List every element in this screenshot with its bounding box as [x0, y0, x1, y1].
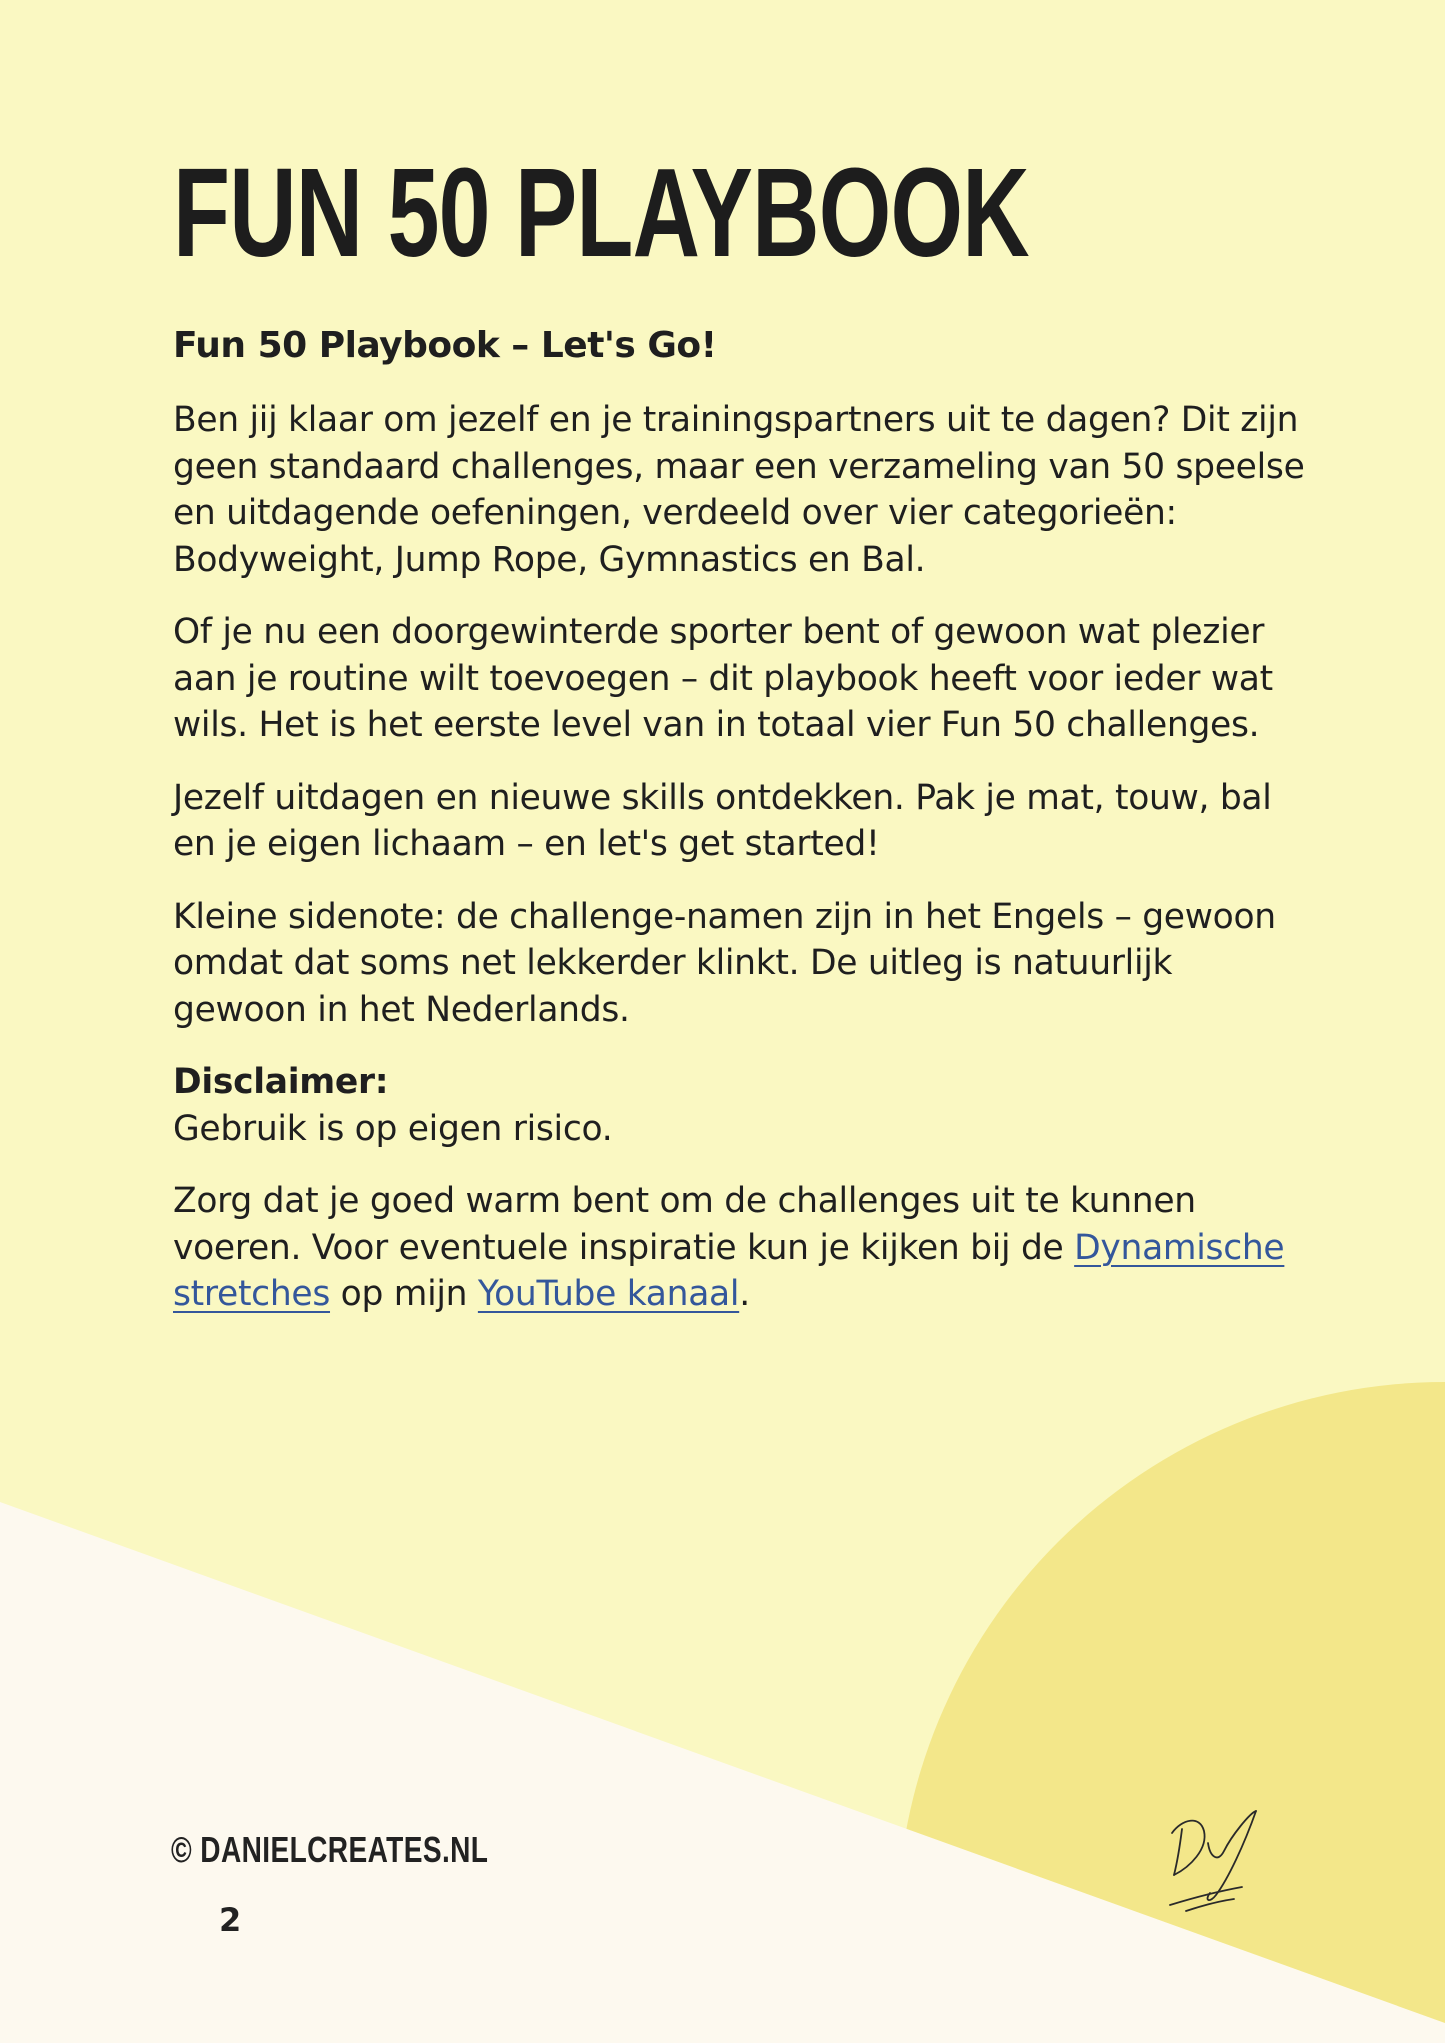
- disclaimer-text: Gebruik is op eigen risico.: [173, 1108, 613, 1149]
- intro-paragraph: Ben jij klaar om jezelf en je trainingspartners uit te dagen? Dit zijn geen standaard challenges, maar een verzameling van 50 speelse en uitdagende oefeningen, verdeeld over vier categorieën: Bodyweight, Jump Rope, Gymnastics en Bal.: [173, 400, 1305, 580]
- page-number: 2: [219, 1901, 242, 1939]
- main-content: [173, 142, 1313, 1344]
- page-title: FUN 50 PLAYBOOK: [173, 142, 1029, 283]
- sidenote-paragraph: Kleine sidenote: de challenge-namen zijn in het Engels – gewoon omdat dat soms net lekkerder klinkt. De uitleg is natuurlijk gewoon in het Nederlands.: [173, 896, 1276, 1030]
- warmup-paragraph: [173, 1178, 1313, 1318]
- disclaimer-heading: Disclaimer:: [173, 1062, 389, 1103]
- audience-paragraph: Of je nu een doorgewinterde sporter bent of gewoon wat plezier aan je routine wilt toevoegen – dit playbook heeft voor ieder wat wils. Het is het eerste level van in totaal vier Fun 50 challenges.: [173, 612, 1273, 746]
- call-to-action-paragraph: Jezelf uitdagen en nieuwe skills ontdekken. Pak je mat, touw, bal en je eigen lichaam – en let's get started!: [173, 777, 1272, 865]
- warmup-text-after: .: [739, 1274, 750, 1315]
- copyright-notice: © DANIELCREATES.NL: [171, 1829, 489, 1870]
- warmup-text-middle: op mijn: [330, 1274, 478, 1315]
- warmup-text-before: Zorg dat je goed warm bent om de challenges uit te kunnen voeren. Voor eventuele inspiratie kun je kijken bij de: [173, 1181, 1196, 1268]
- page-subtitle: Fun 50 Playbook – Let's Go!: [173, 325, 717, 366]
- disclaimer-block: [173, 1059, 1313, 1152]
- dynamic-stretches-link[interactable]: Dynamische stretches: [173, 1227, 1285, 1315]
- signature-icon: [1160, 1805, 1285, 1915]
- youtube-channel-link[interactable]: YouTube kanaal: [477, 1274, 740, 1315]
